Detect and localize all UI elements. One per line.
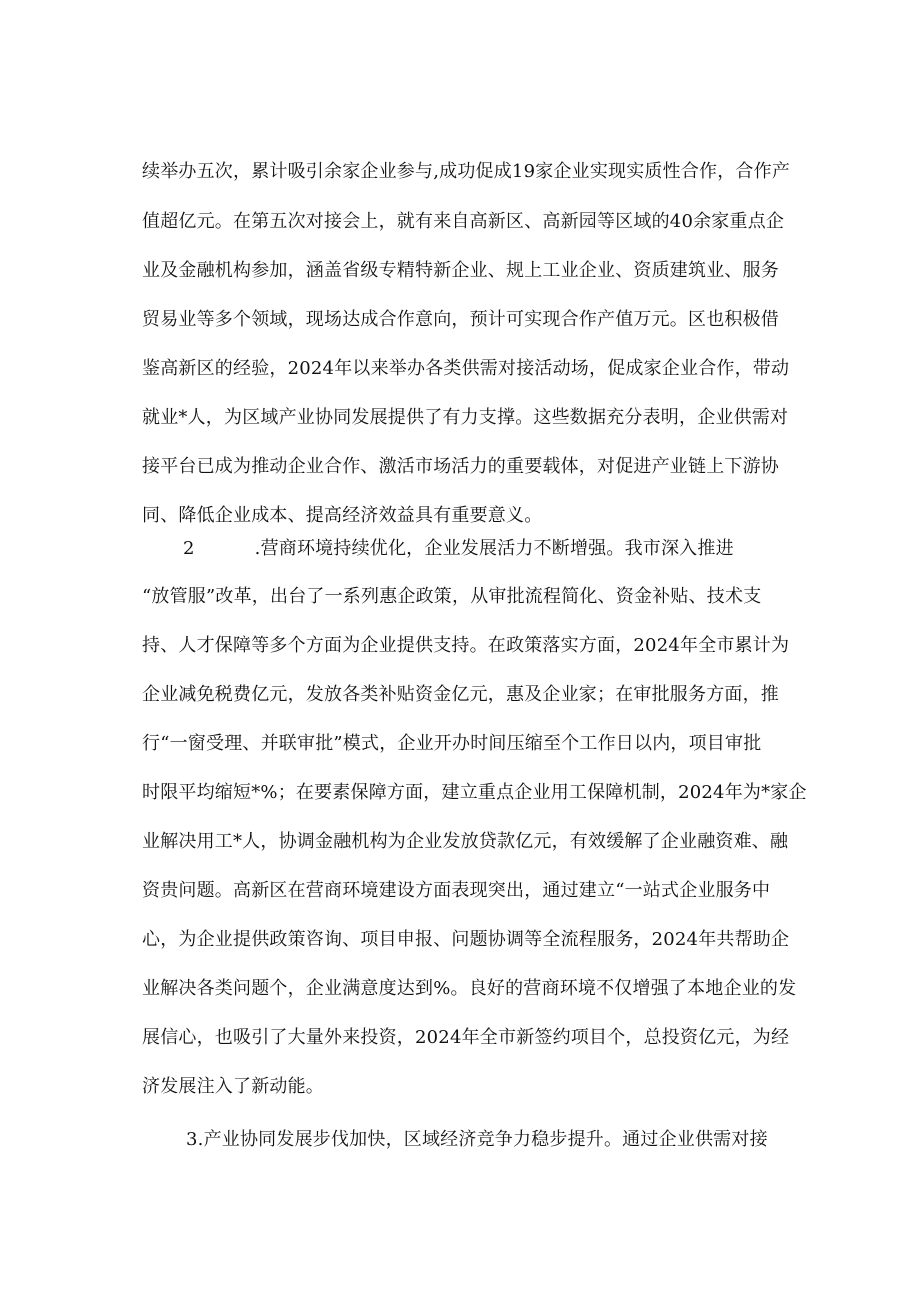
section-heading-text: .产业协同发展步伐加快，区域经济竞争力稳步提升。通过企业供需对接 <box>197 1129 768 1150</box>
paragraph-line: 值超亿元。在第五次对接会上，就有来自高新区、高新园等区域的40余家重点企 <box>142 211 785 232</box>
paragraph-line: 资贵问题。高新区在营商环境建设方面表现突出，通过建立“一站式企业服务中 <box>142 880 771 901</box>
paragraph-line: 同、降低企业成本、提高经济效益具有重要意义。 <box>142 505 543 526</box>
paragraph-line: 接平台已成为推动企业合作、激活市场活力的重要载体，对促进产业链上下游协 <box>142 456 779 477</box>
paragraph-line: 济发展注入了新动能。 <box>142 1076 324 1097</box>
paragraph-line: 贸易业等多个领域，现场达成合作意向，预计可实现合作产值万元。区也积极借 <box>142 309 779 330</box>
paragraph-line: 行“一窗受理、并联审批”模式，企业开办时间压缩至个工作日以内，项目审批 <box>142 733 762 754</box>
paragraph-line: 续举办五次，累计吸引余家企业参与,成功促成19家企业实现实质性合作，合作产 <box>142 161 791 182</box>
section-heading-text: .营商环境持续优化，企业发展活力不断增强。我市深入推进 <box>254 538 734 559</box>
section-number: 3 <box>186 1129 198 1150</box>
section-heading <box>186 1128 768 1152</box>
paragraph-line: 业及金融机构参加，涵盖省级专精特新企业、规上工业企业、资质建筑业、服务 <box>142 260 779 281</box>
paragraph-line: 就业*人，为区域产业协同发展提供了有力支撑。这些数据充分表明，企业供需对 <box>142 407 789 428</box>
paragraph-line: 持、人才保障等多个方面为企业提供支持。在政策落实方面，2024年全市累计为 <box>142 635 790 656</box>
section-heading <box>183 537 734 561</box>
paragraph-line: 心，为企业提供政策咨询、项目申报、问题协调等全流程服务，2024年共帮助企 <box>142 929 790 950</box>
paragraph-line: 业解决各类问题个，企业满意度达到%。良好的营商环境不仅增强了本地企业的发 <box>142 978 797 999</box>
paragraph-line: 企业减免税费亿元，发放各类补贴资金亿元，惠及企业家；在审批服务方面，推 <box>142 684 779 705</box>
section-number: 2 <box>183 538 195 559</box>
paragraph-line: 时限平均缩短*%；在要素保障方面，建立重点企业用工保障机制，2024年为*家企 <box>142 782 807 803</box>
paragraph-line: “放管服”改革，出台了一系列惠企政策，从审批流程简化、资金补贴、技术支 <box>142 586 762 607</box>
paragraph-line: 鉴高新区的经验，2024年以来举办各类供需对接活动场，促成家企业合作，带动 <box>142 358 790 379</box>
paragraph-line: 展信心，也吸引了大量外来投资，2024年全市新签约项目个，总投资亿元，为经 <box>142 1027 790 1048</box>
paragraph-line: 业解决用工*人，协调金融机构为企业发放贷款亿元，有效缓解了企业融资难、融 <box>142 831 789 852</box>
